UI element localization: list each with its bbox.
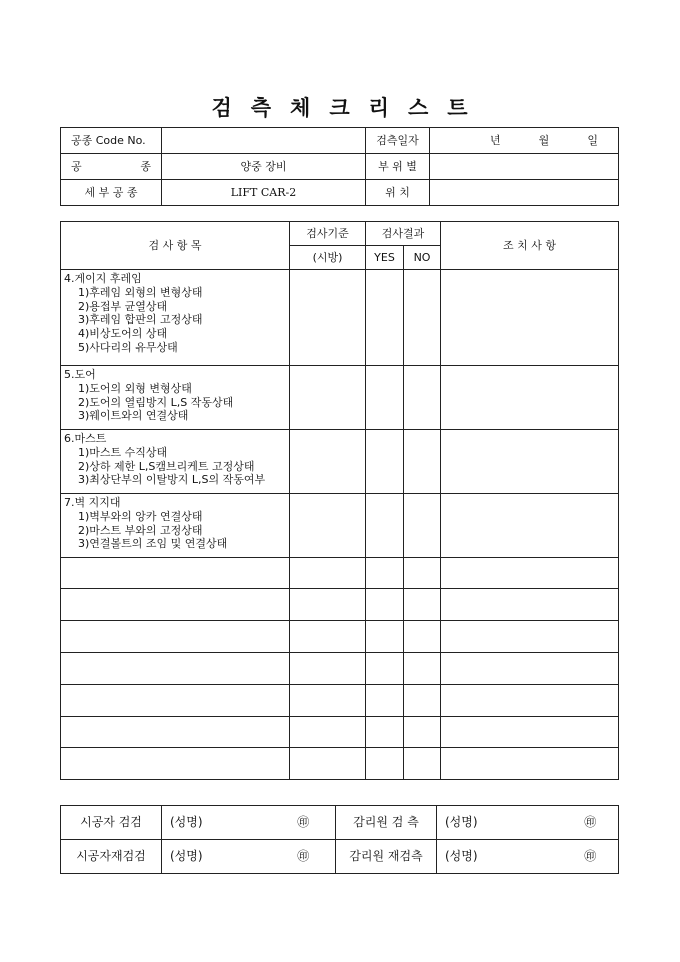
- blank-cell[interactable]: [441, 717, 619, 748]
- blank-cell[interactable]: [61, 653, 290, 685]
- title-char: 측: [250, 95, 273, 120]
- standard-cell[interactable]: [290, 270, 366, 366]
- page-title: [0, 92, 680, 122]
- detail-work-label: 세 부 공 종: [61, 180, 162, 206]
- col-header-action: 조 치 사 항: [441, 222, 619, 270]
- contractor-sign[interactable]: (성명): [162, 806, 272, 840]
- check-item: 2)용접부 균열상태: [78, 299, 168, 313]
- blank-cell[interactable]: [404, 558, 441, 589]
- blank-cell[interactable]: [61, 589, 290, 621]
- section-cell: [61, 270, 290, 366]
- section-title: 4.게이지 후레임: [64, 272, 142, 285]
- title-char: 리: [368, 95, 390, 120]
- inspect-date-label: 검측일자: [366, 128, 430, 154]
- header-table: [60, 127, 619, 206]
- action-cell[interactable]: [441, 494, 619, 558]
- check-item: 2)마스트 부와의 고정상태: [78, 523, 203, 537]
- section-title: 7.벽 지지대: [64, 496, 121, 509]
- blank-cell[interactable]: [290, 653, 366, 685]
- action-cell[interactable]: [441, 366, 619, 430]
- empty-row: [61, 621, 619, 653]
- no-cell[interactable]: [404, 494, 441, 558]
- work-type-label: 공 종: [61, 154, 162, 180]
- blank-cell[interactable]: [404, 621, 441, 653]
- blank-cell[interactable]: [404, 685, 441, 717]
- no-cell[interactable]: [404, 270, 441, 366]
- col-header-yes: YES: [366, 246, 404, 270]
- blank-cell[interactable]: [290, 558, 366, 589]
- section-cell: [61, 494, 290, 558]
- check-item: 1)마스트 수직상태: [78, 445, 168, 459]
- blank-cell[interactable]: [404, 748, 441, 780]
- title-char: 크: [329, 95, 351, 120]
- standard-cell[interactable]: [290, 366, 366, 430]
- blank-cell[interactable]: [441, 685, 619, 717]
- col-header-no: NO: [404, 246, 441, 270]
- empty-row: [61, 717, 619, 748]
- contractor-resign[interactable]: (성명): [162, 840, 272, 874]
- blank-cell[interactable]: [61, 621, 290, 653]
- action-cell[interactable]: [441, 430, 619, 494]
- work-type-value[interactable]: 양중 장비: [162, 154, 366, 180]
- check-item: 1)후레임 외형의 변형상태: [78, 285, 203, 299]
- no-cell[interactable]: [404, 430, 441, 494]
- no-cell[interactable]: [404, 366, 441, 430]
- part-value[interactable]: [430, 154, 619, 180]
- blank-cell[interactable]: [366, 653, 404, 685]
- blank-cell[interactable]: [366, 621, 404, 653]
- yes-cell[interactable]: [366, 430, 404, 494]
- table-row: [61, 270, 619, 366]
- empty-row: [61, 685, 619, 717]
- title-char: 검: [211, 95, 233, 120]
- check-item: 2)상하 제한 L,S캠브리케트 고정상태: [78, 459, 255, 473]
- yes-cell[interactable]: [366, 366, 404, 430]
- blank-cell[interactable]: [366, 558, 404, 589]
- check-item: 1)벽부와의 앙카 연결상태: [78, 509, 203, 523]
- blank-cell[interactable]: [290, 589, 366, 621]
- seal-icon: ㊞: [563, 840, 619, 874]
- check-item: 3)웨이트와의 연결상태: [78, 409, 189, 423]
- col-header-item: 검 사 항 목: [61, 222, 290, 270]
- title-char: 트: [447, 95, 469, 120]
- blank-cell[interactable]: [61, 558, 290, 589]
- year-label: 년: [490, 133, 501, 147]
- blank-cell[interactable]: [61, 748, 290, 780]
- work-code-value[interactable]: [162, 128, 366, 154]
- signature-table: [60, 805, 619, 874]
- work-code-label: 공종 Code No.: [61, 128, 162, 154]
- blank-cell[interactable]: [61, 685, 290, 717]
- contractor-check-label: 시공자 검검: [61, 806, 162, 840]
- blank-cell[interactable]: [441, 589, 619, 621]
- seal-icon: ㊞: [272, 806, 336, 840]
- month-label: 월: [538, 133, 550, 147]
- blank-cell[interactable]: [61, 717, 290, 748]
- blank-cell[interactable]: [290, 685, 366, 717]
- empty-row: [61, 558, 619, 589]
- blank-cell[interactable]: [290, 748, 366, 780]
- table-row: [61, 366, 619, 430]
- check-item: 4)비상도어의 상태: [78, 327, 168, 340]
- col-header-standard-sub: (시방): [290, 246, 366, 270]
- empty-row: [61, 589, 619, 621]
- check-item: 2)도어의 열림방지 L,S 작동상태: [78, 395, 234, 409]
- blank-cell[interactable]: [366, 717, 404, 748]
- col-header-result: 검사결과: [366, 222, 441, 246]
- yes-cell[interactable]: [366, 270, 404, 366]
- check-item: 3)후레임 합판의 고정상태: [78, 313, 203, 327]
- empty-row: [61, 748, 619, 780]
- supervisor-sign[interactable]: (성명): [437, 806, 563, 840]
- standard-cell[interactable]: [290, 430, 366, 494]
- blank-cell[interactable]: [441, 558, 619, 589]
- blank-cell[interactable]: [290, 717, 366, 748]
- blank-cell[interactable]: [404, 589, 441, 621]
- supervisor-check-label: 감리원 검 측: [336, 806, 437, 840]
- blank-cell[interactable]: [441, 748, 619, 780]
- inspect-date-value[interactable]: [430, 128, 619, 154]
- empty-row: [61, 653, 619, 685]
- table-row: [61, 430, 619, 494]
- section-cell: [61, 430, 290, 494]
- seal-icon: ㊞: [272, 840, 336, 874]
- location-label: 위 치: [366, 180, 430, 206]
- supervisor-resign[interactable]: (성명): [437, 840, 563, 874]
- supervisor-recheck-label: 감리원 재검측: [336, 840, 437, 874]
- section-cell: [61, 366, 290, 430]
- col-header-standard: 검사기준: [290, 222, 366, 246]
- yes-cell[interactable]: [366, 494, 404, 558]
- table-row: [61, 494, 619, 558]
- title-char: 체: [290, 95, 312, 120]
- detail-work-value[interactable]: LIFT CAR-2: [162, 180, 366, 206]
- check-item: 1)도어의 외형 변형상태: [78, 381, 192, 395]
- section-title: 6.마스트: [64, 432, 107, 445]
- blank-cell[interactable]: [290, 621, 366, 653]
- checklist-table: [60, 221, 619, 780]
- location-value[interactable]: [430, 180, 619, 206]
- blank-cell[interactable]: [404, 653, 441, 685]
- contractor-recheck-label: 시공자재검검: [61, 840, 162, 874]
- part-label: 부 위 별: [366, 154, 430, 180]
- check-item: 3)연결볼트의 조임 및 연결상태: [78, 537, 228, 551]
- blank-cell[interactable]: [366, 685, 404, 717]
- action-cell[interactable]: [441, 270, 619, 366]
- title-char: 스: [407, 95, 430, 120]
- check-item: 5)사다리의 유무상태: [78, 340, 178, 354]
- blank-cell[interactable]: [441, 653, 619, 685]
- day-label: 일: [587, 133, 598, 147]
- blank-cell[interactable]: [366, 748, 404, 780]
- blank-cell[interactable]: [441, 621, 619, 653]
- standard-cell[interactable]: [290, 494, 366, 558]
- check-item: 3)최상단부의 이탈방지 L,S의 작동여부: [78, 473, 266, 487]
- section-title: 5.도어: [64, 368, 96, 381]
- blank-cell[interactable]: [404, 717, 441, 748]
- blank-cell[interactable]: [366, 589, 404, 621]
- seal-icon: ㊞: [563, 806, 619, 840]
